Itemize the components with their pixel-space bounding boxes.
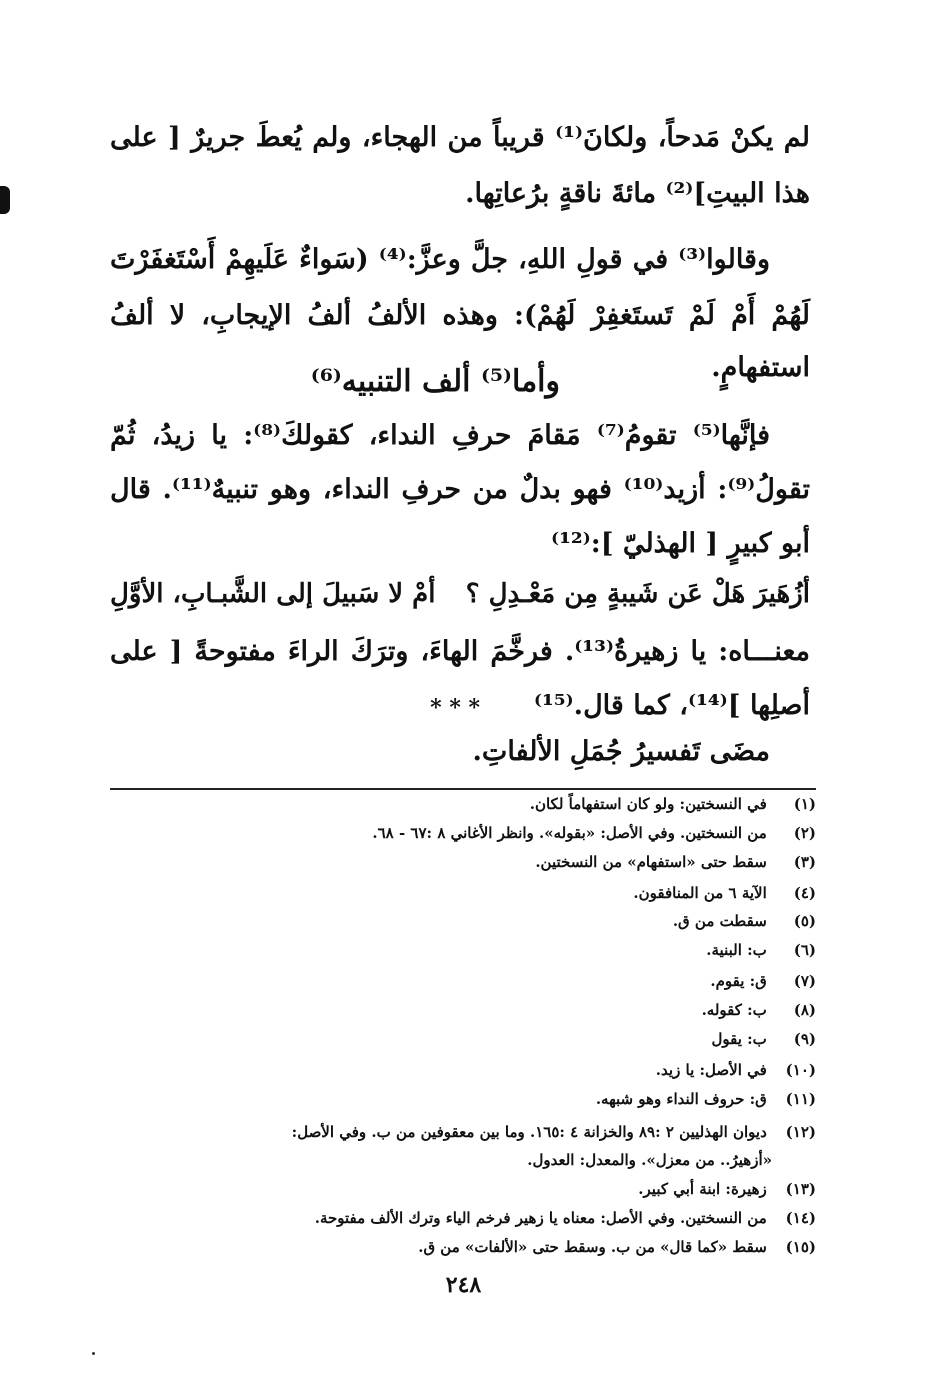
footnote-6: (٦) ب: البنية.	[706, 941, 816, 959]
body-line-8: أبو كبيرٍ [ الهذليّ ]:⁽¹²⁾	[551, 528, 810, 559]
footnote-9: (٩) ب: يقول	[711, 1030, 816, 1048]
footnote-14: (١٤) من النسختين. وفي الأصل: معناه يا زهير فرخم الياء وترك الألف مفتوحة.	[314, 1209, 816, 1227]
body-line-1: لم يكنْ مَدحاً، ولكانَ⁽¹⁾ قريباً من الهجاء، ولم يُعطَ جريرٌ [ على	[110, 122, 811, 153]
footnote-3: (٣) سقط حتى «استفهام» من النسختين.	[535, 853, 816, 871]
footnote-12: (١٢) ديوان الهذليين ٢ :٨٩ والخزانة ٤ :١٦٥. وما بين معقوفين من ب. وفي الأصل:	[291, 1123, 816, 1141]
body-line-6: فإنَّها⁽⁵⁾ تقومُ⁽⁷⁾ مَقامَ حرفِ النداء، كقولكَ⁽⁸⁾: يا زيدُ، ثُمّ	[110, 420, 770, 451]
page-number: ٢٤٨	[445, 1272, 482, 1298]
footnote-10: (١٠) في الأصل: يا زيد.	[655, 1061, 816, 1079]
footnote-8: (٨) ب: كقوله.	[701, 1001, 816, 1019]
footnote-1: (١) في النسختين: ولو كان استفهاماً لكان.	[529, 795, 816, 813]
footnote-7: (٧) ق: يقوم.	[710, 972, 816, 990]
body-line-9: معنـــاه: يا زهيرةُ⁽¹³⁾. فرخَّمَ الهاءَ، وترَكَ الراءَ مفتوحةً [ على	[110, 636, 810, 667]
body-line-5: استفهامٍ.	[711, 352, 810, 383]
footnote-15: (١٥) سقط «كما قال» من ب. وسقط حتى «الألفات» من ق.	[418, 1238, 816, 1256]
main-text	[110, 118, 810, 778]
section-heading: وأما⁽⁵⁾ ألف التنبيه⁽⁶⁾	[310, 364, 560, 399]
body-line-4: لَهُمْ أَمْ لَمْ تَستَغفِرْ لَهُمْ): وهذه الألفُ ألفُ الإيجابِ، لا ألفُ	[110, 300, 810, 331]
ink-speck	[92, 1352, 95, 1355]
margin-ink-mark	[0, 186, 10, 214]
footnote-13: (١٣) زهيرة: ابنة أبي كبير.	[638, 1180, 816, 1198]
footnote-rule	[110, 788, 816, 790]
footnote-2: (٢) من النسختين. وفي الأصل: «بقوله». وانظر الأغاني ٨ :٦٧ - ٦٨.	[372, 824, 816, 842]
body-line-11: مضَى تَفسيرُ جُمَلِ الألفاتِ.	[472, 736, 770, 767]
footnote-4: (٤) الآية ٦ من المنافقون.	[633, 884, 816, 902]
body-line-2: هذا البيتِ]⁽²⁾ مائةَ ناقةٍ برُعاتِها.	[465, 178, 810, 209]
section-stars: * * *	[430, 695, 480, 721]
body-line-10: أصلِها ]⁽¹⁴⁾، كما قال.⁽¹⁵⁾	[533, 690, 810, 721]
footnote-11: (١١) ق: حروف النداء وهو شبهه.	[595, 1090, 816, 1108]
body-line-3: وقالوا⁽³⁾ في قولِ اللهِ، جلَّ وعزَّ:⁽⁴⁾ (سَواءٌ عَلَيهِمْ أَسْتَغفَرْتَ	[110, 244, 770, 275]
footnote-12-continued: «أزهيرُ.. من معزل». والمعدل: العدول.	[527, 1151, 772, 1169]
poem-second-hemistich: أمْ لا سَبيلَ إلى الشَّبـابِ، الأوَّلِ	[110, 579, 436, 609]
body-line-7: تقولُ⁽⁹⁾: أزيد⁽¹⁰⁾ فهو بدلٌ من حرفِ النداء، وهو تنبيهٌ⁽¹¹⁾. قال	[110, 474, 810, 505]
poem-first-hemistich: أزُهَيرَ هَلْ عَن شَيبةٍ مِن مَعْـدِلِ ؟	[465, 579, 810, 609]
footnote-5: (٥) سقطت من ق.	[672, 912, 816, 930]
